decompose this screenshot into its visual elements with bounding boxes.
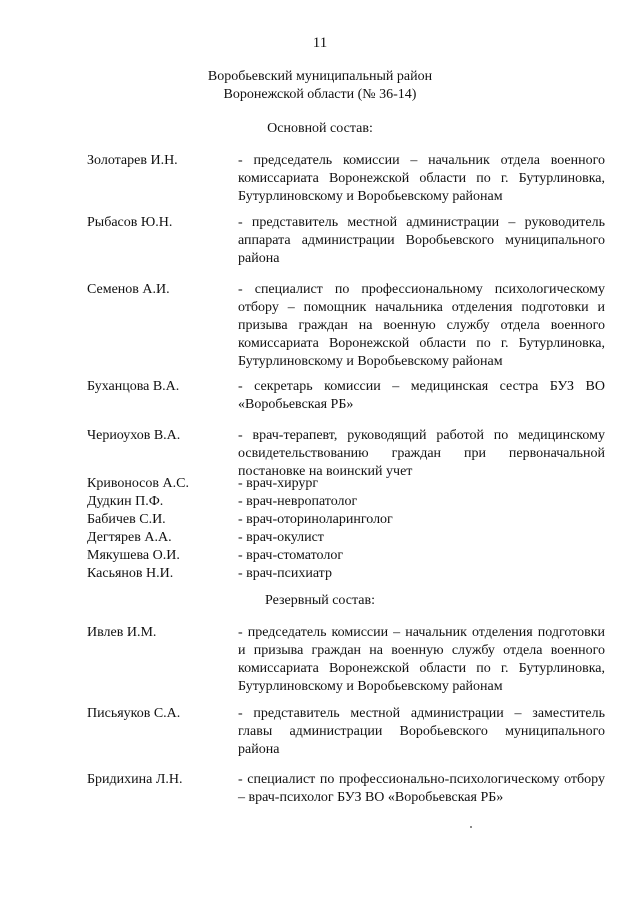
member-role: - представитель местной администрации – руководитель аппарата администрации Воробьевского муниципального района: [238, 215, 605, 266]
member-role: - секретарь комиссии – медицинская сестра БУЗ ВО «Воробьевская РБ»: [238, 379, 605, 412]
member-name: Касьянов Н.И.: [87, 566, 174, 581]
member-name: Письяуков С.А.: [87, 706, 181, 721]
member-name: Бабичев С.И.: [87, 512, 166, 527]
member-name: Кривоносов А.С.: [87, 476, 189, 491]
main-composition-heading: Основной состав:: [267, 121, 373, 136]
district-title-line-2: Воронежской области (№ 36-14): [223, 87, 417, 102]
member-role: - врач-стоматолог: [238, 548, 344, 563]
member-role: - врач-оториноларинголог: [238, 512, 393, 527]
page-number: 11: [312, 35, 328, 51]
member-role: - председатель комиссии – начальник отделения подготовки и призыва граждан на военную службу отдела военного комиссариата Воронежской области по г. Бутурлиновка, Бутурлиновскому и Воробьевскому районам: [238, 625, 605, 694]
member-name: Буханцова В.А.: [87, 379, 180, 394]
member-role: - врач-хирург: [238, 476, 319, 491]
member-role: - врач-невропатолог: [238, 494, 358, 509]
member-role: - врач-психиатр: [238, 566, 332, 581]
member-role: - врач-терапевт, руководящий работой по медицинскому освидетельствованию граждан при первоначальной постановке на воинский учет: [238, 428, 605, 479]
member-role: - представитель местной администрации – заместитель главы администрации Воробьевского муниципального района: [238, 706, 605, 757]
scan-speck: [470, 826, 472, 828]
member-role: - специалист по профессионально-психологическому отбору – врач-психолог БУЗ ВО «Воробьевская РБ»: [238, 772, 605, 805]
member-name: Бридихина Л.Н.: [87, 772, 183, 787]
member-name: Мякушева О.И.: [87, 548, 180, 563]
member-name: Дудкин П.Ф.: [87, 494, 164, 509]
district-title-line-1: Воробьевский муниципальный район: [207, 69, 433, 84]
member-name: Дегтярев А.А.: [87, 530, 172, 545]
reserve-composition-heading: Резервный состав:: [264, 593, 375, 608]
member-role: - специалист по профессиональному психологическому отбору – помощник начальника отделения подготовки и призыва граждан на военную службу отдела военного комиссариата Воронежской области по г. Бутурлиновка, Бутурлиновскому и Воробьевскому районам: [238, 282, 605, 369]
member-role: - председатель комиссии – начальник отдела военного комиссариата Воронежской области по г. Бутурлиновка, Бутурлиновскому и Воробьевскому районам: [238, 153, 605, 204]
member-name: Золотарев И.Н.: [87, 153, 178, 168]
member-name: Ивлев И.М.: [87, 625, 157, 640]
member-name: Рыбасов Ю.Н.: [87, 215, 173, 230]
member-role: - врач-окулист: [238, 530, 324, 545]
member-name: Семенов А.И.: [87, 282, 170, 297]
member-name: Чериоухов В.А.: [87, 428, 181, 443]
